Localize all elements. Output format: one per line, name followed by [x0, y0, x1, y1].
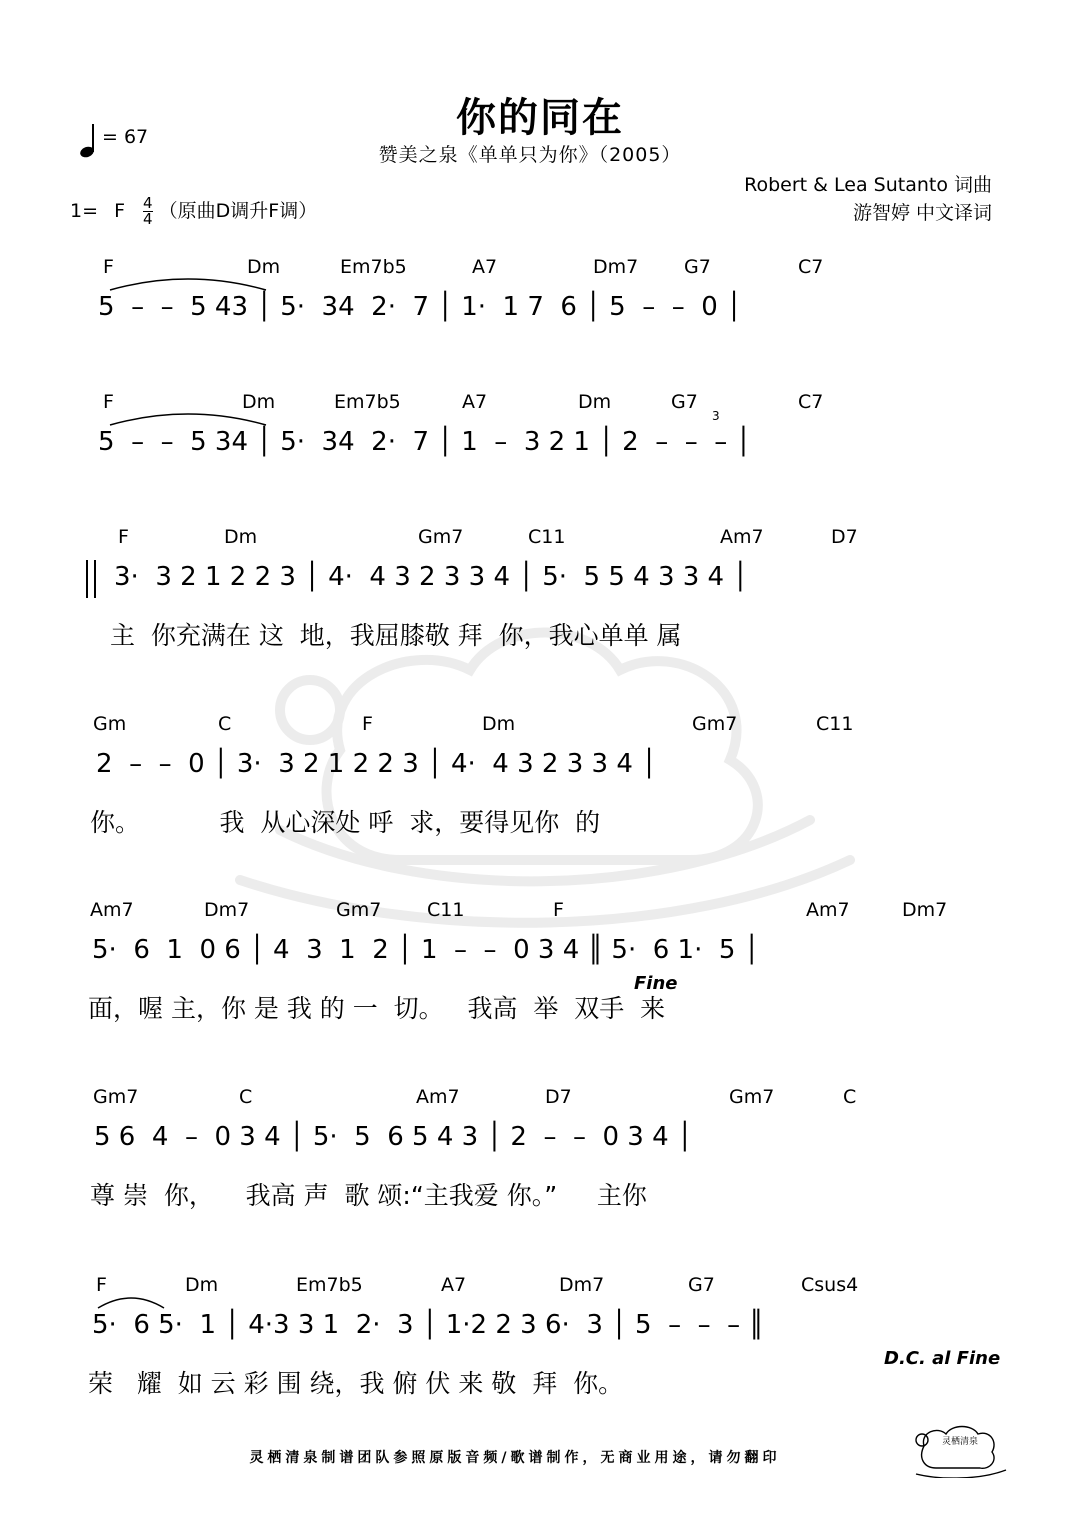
- chord: Csus4: [801, 1274, 859, 1296]
- song-subtitle: 赞美之泉《单单只为你》（2005）: [378, 144, 682, 166]
- key-note: F: [114, 200, 125, 222]
- lyrics-line: 尊 崇 你， 我高 声 歌 颂:“主我爱 你。” 主你: [90, 1181, 647, 1210]
- system-4: [0, 707, 1080, 887]
- notes-line: 2 – – 0 │ 3· 3 2 1 2 2 3 │ 4· 4 3 2 3 3 4 │: [96, 749, 657, 779]
- fine-marker: Fine: [634, 973, 678, 994]
- tie-arc: [108, 272, 268, 292]
- key-label: 1=: [70, 200, 99, 222]
- chord: Am7: [720, 526, 764, 548]
- notes-line: 5· 6 5· 1 │ 4·3 3 1 2· 3 │ 1·2 2 3 6· 3 │ 5 – – – ║: [92, 1310, 765, 1340]
- chord: G7: [671, 391, 698, 413]
- notes-line: 5 – – 5 43 │ 5· 34 2· 7 │ 1· 1 7 6 │ 5 – – 0 │: [98, 292, 742, 322]
- chord: C: [218, 713, 232, 735]
- song-title: 你的同在: [456, 95, 624, 141]
- notes-line: 3· 3 2 1 2 2 3 │ 4· 4 3 2 3 3 4 │ 5· 5 5 4 3 3 4 │: [114, 562, 749, 592]
- chord: F: [362, 713, 373, 735]
- lyrics-line: 面，喔 主，你 是 我 的 一 切。 我高 举 双手 来: [88, 994, 666, 1023]
- logo-text: 灵栖清泉: [941, 1437, 979, 1447]
- chord: Dm7: [902, 899, 948, 921]
- triplet-mark: 3: [712, 409, 720, 423]
- chord: F: [96, 1274, 107, 1296]
- notes-line: 5 6 4 – 0 3 4 │ 5· 5 6 5 4 3 │ 2 – – 0 3 4 │: [94, 1122, 693, 1152]
- chord: C11: [528, 526, 566, 548]
- chord: A7: [472, 256, 498, 278]
- chord: A7: [441, 1274, 467, 1296]
- sheep-logo-icon: [910, 1418, 1010, 1478]
- footer-note: 灵栖清泉制谱团队参照原版音频/歌谱制作，无商业用途，请勿翻印: [249, 1450, 781, 1466]
- chord: Dm: [242, 391, 276, 413]
- dc-al-fine-marker: D.C. al Fine: [884, 1348, 1001, 1369]
- chord: Gm7: [336, 899, 382, 921]
- chord: Dm: [482, 713, 516, 735]
- key-change-note: （原曲D调升F调）: [158, 200, 318, 222]
- chord: D7: [831, 526, 858, 548]
- chord: Em7b5: [334, 391, 401, 413]
- chord: Am7: [806, 899, 850, 921]
- tie-arc: [108, 407, 268, 427]
- lyrics-line: 荣 耀 如 云 彩 围 绕，我 俯 伏 来 敬 拜 你。: [88, 1369, 624, 1398]
- chord: Dm: [224, 526, 258, 548]
- notes-line: 5 – – 5 34 │ 5· 34 2· 7 │ 1 – 3 2 1 │ 2 – – – │: [98, 427, 752, 457]
- chord: C: [239, 1086, 253, 1108]
- chord: Dm: [185, 1274, 219, 1296]
- chord: Dm7: [593, 256, 639, 278]
- time-bottom: 4: [143, 210, 153, 228]
- chord: G7: [688, 1274, 715, 1296]
- system-5: [0, 893, 1080, 1073]
- chord: C: [843, 1086, 857, 1108]
- chord: Dm7: [204, 899, 250, 921]
- chord: Am7: [90, 899, 134, 921]
- system-6: [0, 1080, 1080, 1260]
- credit-music: Robert & Lea Sutanto 词曲: [744, 174, 992, 196]
- system-3: [0, 520, 1080, 700]
- chord: Gm: [93, 713, 127, 735]
- tempo-value: = 67: [102, 126, 149, 148]
- chord: Am7: [416, 1086, 460, 1108]
- lyrics-line: 主 你充满在 这 地，我屈膝敬 拜 你，我心单单 属: [110, 621, 682, 650]
- chord: Em7b5: [296, 1274, 363, 1296]
- tempo-marking: [80, 124, 170, 164]
- chord: G7: [684, 256, 711, 278]
- time-top: 4: [143, 194, 153, 212]
- chord: Dm: [578, 391, 612, 413]
- chord: Em7b5: [340, 256, 407, 278]
- chord: Gm7: [418, 526, 464, 548]
- chord: C7: [798, 391, 824, 413]
- chord: F: [103, 391, 114, 413]
- chord: C11: [816, 713, 854, 735]
- chord: Gm7: [93, 1086, 139, 1108]
- chord: F: [118, 526, 129, 548]
- tie-arc: [96, 1290, 166, 1310]
- chord: C11: [427, 899, 465, 921]
- chord: Gm7: [729, 1086, 775, 1108]
- repeat-barline: [86, 560, 96, 598]
- chord: C7: [798, 256, 824, 278]
- chord: F: [553, 899, 564, 921]
- chord: A7: [462, 391, 488, 413]
- chord: Gm7: [692, 713, 738, 735]
- time-signature: [143, 196, 153, 227]
- key-signature: [70, 196, 317, 227]
- chord: D7: [545, 1086, 572, 1108]
- chord: F: [103, 256, 114, 278]
- chord: Dm: [247, 256, 281, 278]
- notes-line: 5· 6 1 0 6 │ 4 3 1 2 │ 1 – – 0 3 4 ║ 5· 6 1· 5 │: [92, 935, 760, 965]
- chord: Dm7: [559, 1274, 605, 1296]
- lyrics-line: 你。 我 从心深处 呼 求，要得见你 的: [90, 808, 601, 837]
- credit-translation: 游智婷 中文译词: [852, 202, 992, 224]
